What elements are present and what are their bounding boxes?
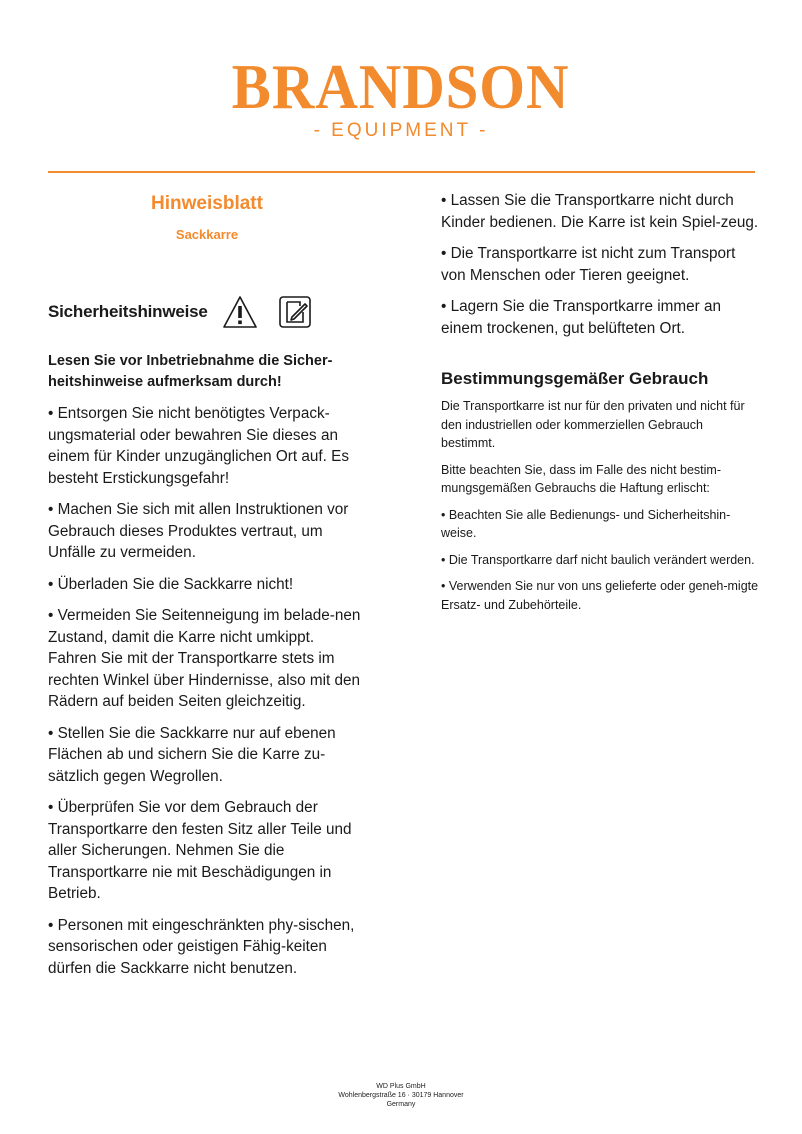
safety-item: • Vermeiden Sie Seitenneigung im belade-nen Zustand, damit die Karre nicht umkippt. Fahren Sie mit der Transportkarre stets im rechten Winkel über Hindernisse, also mit den Rädern auf beiden Seiten gleichzeitig. [48, 607, 361, 710]
usage-item: • Beachten Sie alle Bedienungs- und Sicherheitshin-weise. [441, 507, 731, 540]
footer-address: Wohlenbergstraße 16 · 30179 Hannover [338, 1092, 464, 1099]
brand-name: BRANDSON [232, 51, 570, 122]
usage-paragraph: Die Transportkarre ist nur für den privaten und nicht für den industriellen oder kommerziellen Gebrauch bestimmt. [441, 399, 745, 450]
brand-subtitle: - EQUIPMENT - [313, 120, 489, 141]
safety-item: • Entsorgen Sie nicht benötigtes Verpack-ungsmaterial oder bewahren Sie dieses an einem für Kinder unzugänglichen Ort auf. Es besteht Erstickungsgefahr! [48, 405, 350, 487]
safety-item: • Stellen Sie die Sackkarre nur auf ebenen Flächen ab und sichern Sie die Karre zu-sätzlich gegen Wegrollen. [48, 724, 336, 785]
usage-item: • Die Transportkarre darf nicht baulich verändert werden. [441, 552, 755, 567]
document-subtitle: Sackkarre [175, 227, 239, 242]
usage-item: • Verwenden Sie nur von uns gelieferte oder geneh-migte Ersatz- und Zubehörteile. [441, 579, 759, 612]
safety-item: • Lagern Sie die Transportkarre immer an einem trockenen, gut belüfteten Ort. [441, 298, 721, 337]
footer-country: Germany [386, 1101, 416, 1108]
left-column [48, 190, 366, 979]
safety-item: • Überladen Sie die Sackkarre nicht! [48, 575, 294, 593]
header-divider [48, 171, 755, 173]
footer-company: WD Plus GmbH [376, 1083, 426, 1090]
safety-item: • Die Transportkarre ist nicht zum Transport von Menschen oder Tieren geeignet. [441, 245, 736, 284]
manual-document-icon [278, 295, 312, 329]
safety-item: • Lassen Sie die Transportkarre nicht durch Kinder bedienen. Die Karre ist kein Spiel-zeug. [441, 192, 759, 231]
usage-heading: Bestimmungsgemäßer Gebrauch [441, 369, 709, 388]
document-title: Hinweisblatt [151, 193, 263, 214]
safety-heading-row [48, 292, 366, 332]
safety-heading: Sicherheitshinweise [48, 302, 208, 321]
brand-logo [0, 52, 802, 142]
warning-triangle-icon [222, 295, 258, 329]
safety-item: • Überprüfen Sie vor dem Gebrauch der Transportkarre den festen Sitz aller Teile und aller Sicherungen. Nehmen Sie die Transportkarre nie mit Beschädigungen in Betrieb. [48, 799, 352, 902]
safety-item: • Personen mit eingeschränkten phy-sischen, sensorischen oder geistigen Fähig-keiten dürfen die Sackkarre nicht benutzen. [48, 916, 355, 977]
right-column [441, 190, 759, 622]
usage-paragraph: Bitte beachten Sie, dass im Falle des nicht bestim-mungsgemäßen Gebrauchs die Haftung erlischt: [441, 462, 721, 495]
safety-item: • Machen Sie sich mit allen Instruktionen vor Gebrauch dieses Produktes vertraut, um Unfälle zu vermeiden. [48, 501, 349, 561]
page-footer [0, 1082, 802, 1109]
safety-intro: Lesen Sie vor Inbetriebnahme die Sicher-heitshinweise aufmerksam durch! [48, 353, 333, 390]
